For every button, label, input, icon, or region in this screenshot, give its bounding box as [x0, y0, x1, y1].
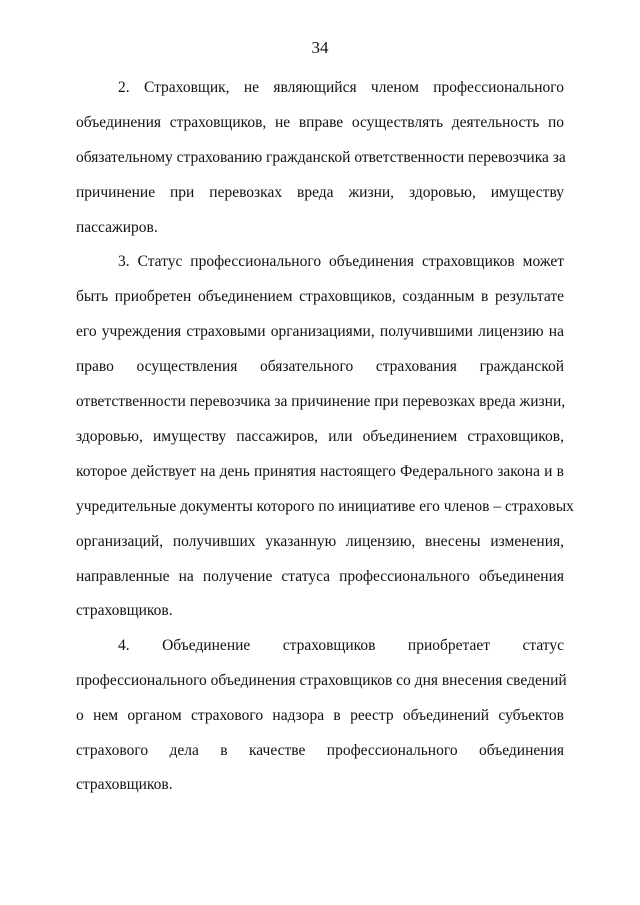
paragraph-3-line-3: его учреждения страховыми организациями, получившими лицензию на: [76, 323, 564, 340]
paragraph-2-line-4: причинение при перевозках вреда жизни, здоровью, имуществу: [76, 184, 564, 201]
paragraph-3-line-7: которое действует на день принятия настоящего Федерального закона и в: [76, 463, 564, 480]
paragraph-4-line-3: о нем органом страхового надзора в реестр объединений субъектов: [76, 707, 564, 724]
paragraph-3-line-8: учредительные документы которого по инициативе его членов – страховых: [76, 498, 574, 515]
paragraph-2-line-3: обязательному страхованию гражданской ответственности перевозчика за: [76, 149, 566, 166]
paragraph-3-line-4: право осуществления обязательного страхования гражданской: [76, 358, 564, 375]
paragraph-4-line-4: страхового дела в качестве профессионального объединения: [76, 742, 564, 759]
paragraph-4-line-2: профессионального объединения страховщиков со дня внесения сведений: [76, 672, 567, 689]
paragraph-4-line-1: 4. Объединение страховщиков приобретает статус: [118, 637, 564, 654]
paragraph-2-line-5: пассажиров.: [76, 219, 158, 236]
paragraph-3-line-5: ответственности перевозчика за причинение при перевозках вреда жизни,: [76, 393, 566, 410]
paragraph-3-line-6: здоровью, имуществу пассажиров, или объединением страховщиков,: [76, 428, 564, 445]
paragraph-3-line-9: организаций, получивших указанную лицензию, внесены изменения,: [76, 533, 564, 550]
paragraph-3-line-1: 3. Статус профессионального объединения страховщиков может: [118, 253, 564, 270]
paragraph-3-line-10: направленные на получение статуса профессионального объединения: [76, 568, 564, 585]
paragraph-3-line-11: страховщиков.: [76, 602, 173, 619]
paragraph-2-line-1: 2. Страховщик, не являющийся членом профессионального: [118, 79, 564, 96]
paragraph-4-line-5: страховщиков.: [76, 776, 173, 793]
paragraph-3-line-2: быть приобретен объединением страховщиков, созданным в результате: [76, 288, 564, 305]
paragraph-2-line-2: объединения страховщиков, не вправе осуществлять деятельность по: [76, 114, 564, 131]
page-number: 34: [311, 38, 329, 57]
